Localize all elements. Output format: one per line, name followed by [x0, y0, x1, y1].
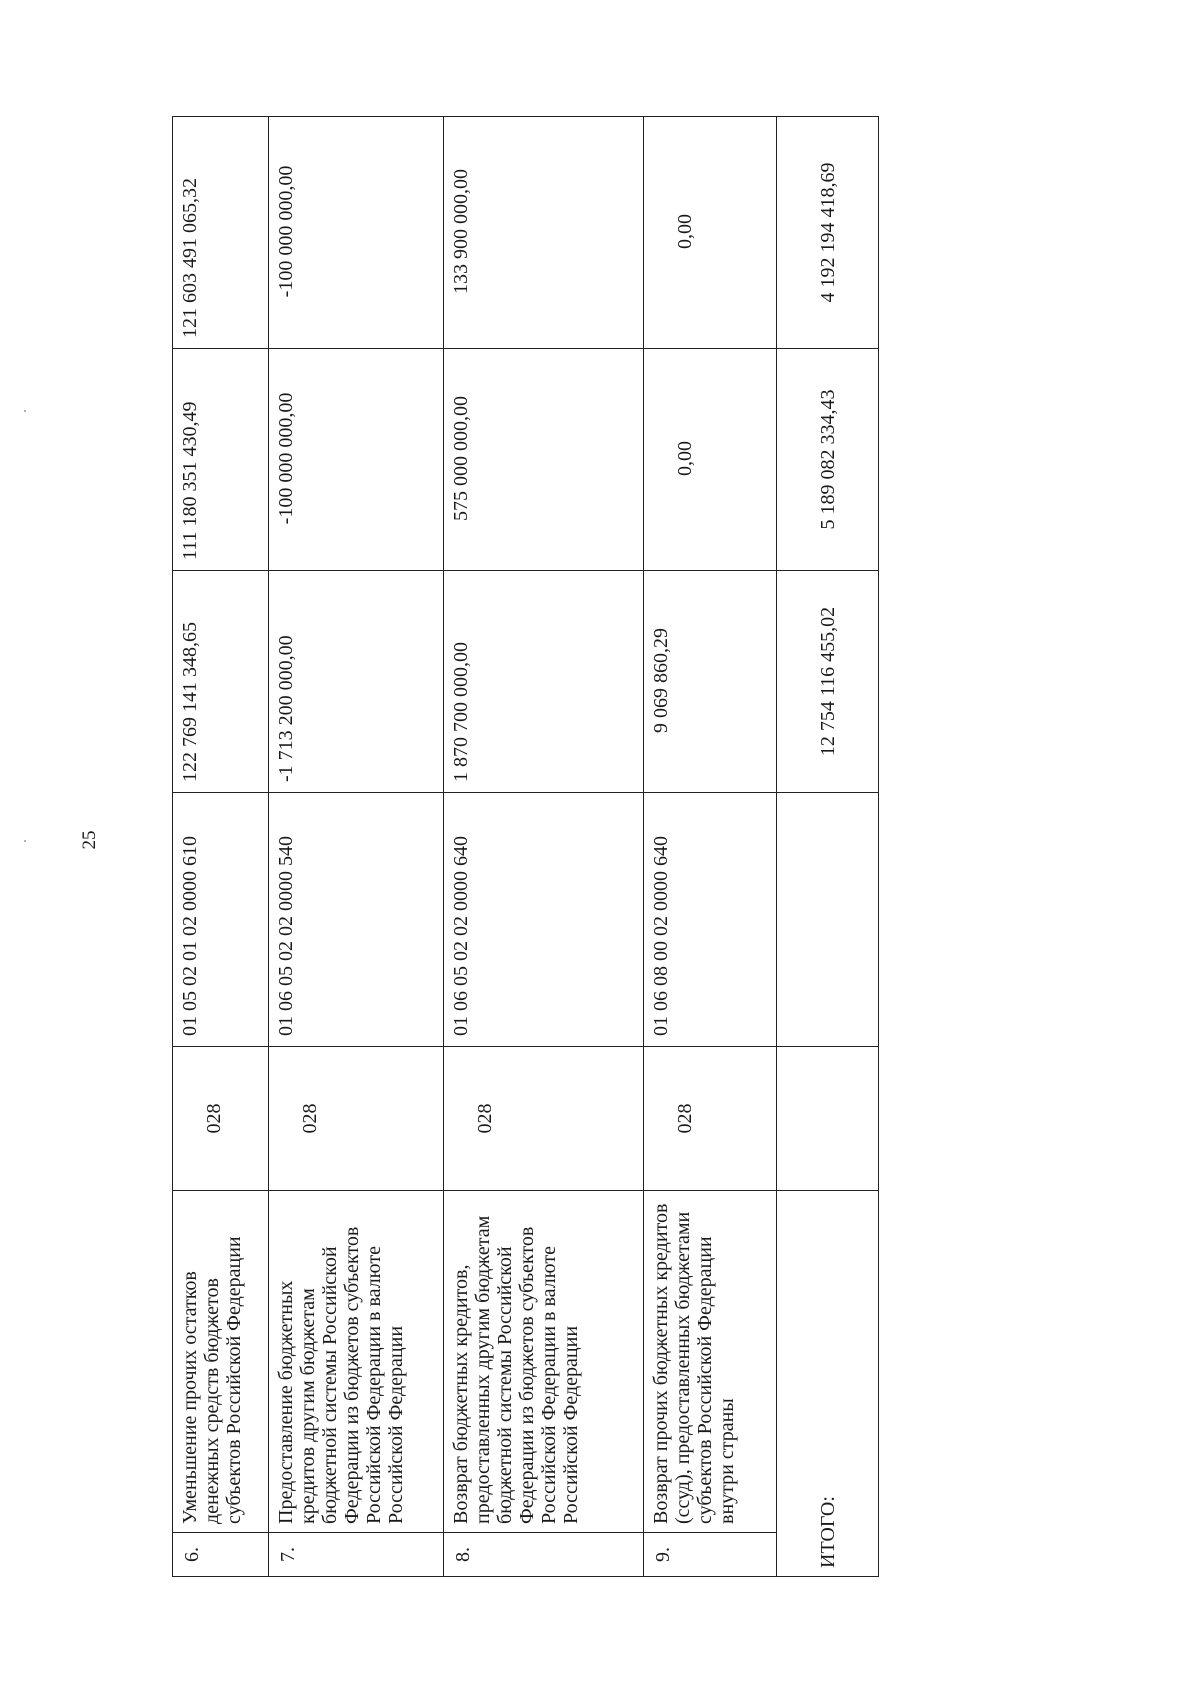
budget-code: 01 05 02 01 02 0000 610 — [173, 793, 269, 1047]
budget-code: 01 06 08 00 02 0000 640 — [644, 793, 777, 1047]
amount-year-3: -100 000 000,00 — [269, 117, 444, 349]
amount-year-2: 575 000 000,00 — [444, 349, 644, 571]
total-label: ИТОГО: — [777, 1191, 879, 1577]
row-name: Уменьшение прочих остатков денежных средств бюджетов субъектов Российской Федерации — [173, 1191, 269, 1533]
total-year-2: 5 189 082 334,43 — [777, 349, 879, 571]
scan-speck — [24, 840, 26, 842]
budget-sources-table-rotated — [172, 117, 878, 1577]
row-number: 6. — [173, 1533, 269, 1577]
amount-year-2: 0,00 — [644, 349, 777, 571]
total-code-empty — [777, 793, 879, 1047]
table-row — [173, 117, 269, 1577]
row-name: Предоставление бюджетных кредитов другим бюджетам бюджетной системы Российской Федерации из бюджетов субъектов Российской Федерации в валюте Российской Федерации — [269, 1191, 444, 1533]
admin-code: 028 — [173, 1047, 269, 1191]
scan-speck — [24, 410, 26, 412]
amount-year-1: 9 069 860,29 — [644, 571, 777, 793]
total-year-1: 12 754 116 455,02 — [777, 571, 879, 793]
budget-code: 01 06 05 02 02 0000 540 — [269, 793, 444, 1047]
table-row — [644, 117, 777, 1577]
page-number: 25 — [79, 830, 100, 850]
amount-year-3: 133 900 000,00 — [444, 117, 644, 349]
amount-year-1: 1 870 700 000,00 — [444, 571, 644, 793]
total-admin-empty — [777, 1047, 879, 1191]
row-name: Возврат бюджетных кредитов, предоставленных другим бюджетам бюджетной системы Российской Федерации из бюджетов субъектов Российской Федерации в валюте Российской Федерации — [444, 1191, 644, 1533]
total-year-3: 4 192 194 418,69 — [777, 117, 879, 349]
amount-year-1: -1 713 200 000,00 — [269, 571, 444, 793]
total-row — [777, 117, 879, 1577]
row-name: Возврат прочих бюджетных кредитов (ссуд), предоставленных бюджетами субъектов Российской Федерации внутри страны — [644, 1191, 777, 1533]
admin-code: 028 — [444, 1047, 644, 1191]
row-number: 7. — [269, 1533, 444, 1577]
admin-code: 028 — [269, 1047, 444, 1191]
admin-code: 028 — [644, 1047, 777, 1191]
row-number: 8. — [444, 1533, 644, 1577]
amount-year-3: 0,00 — [644, 117, 777, 349]
budget-sources-table — [172, 116, 879, 1577]
budget-code: 01 06 05 02 02 0000 640 — [444, 793, 644, 1047]
table-row — [444, 117, 644, 1577]
amount-year-1: 122 769 141 348,65 — [173, 571, 269, 793]
amount-year-2: 111 180 351 430,49 — [173, 349, 269, 571]
amount-year-2: -100 000 000,00 — [269, 349, 444, 571]
table-row — [269, 117, 444, 1577]
amount-year-3: 121 603 491 065,32 — [173, 117, 269, 349]
row-number: 9. — [644, 1533, 777, 1577]
